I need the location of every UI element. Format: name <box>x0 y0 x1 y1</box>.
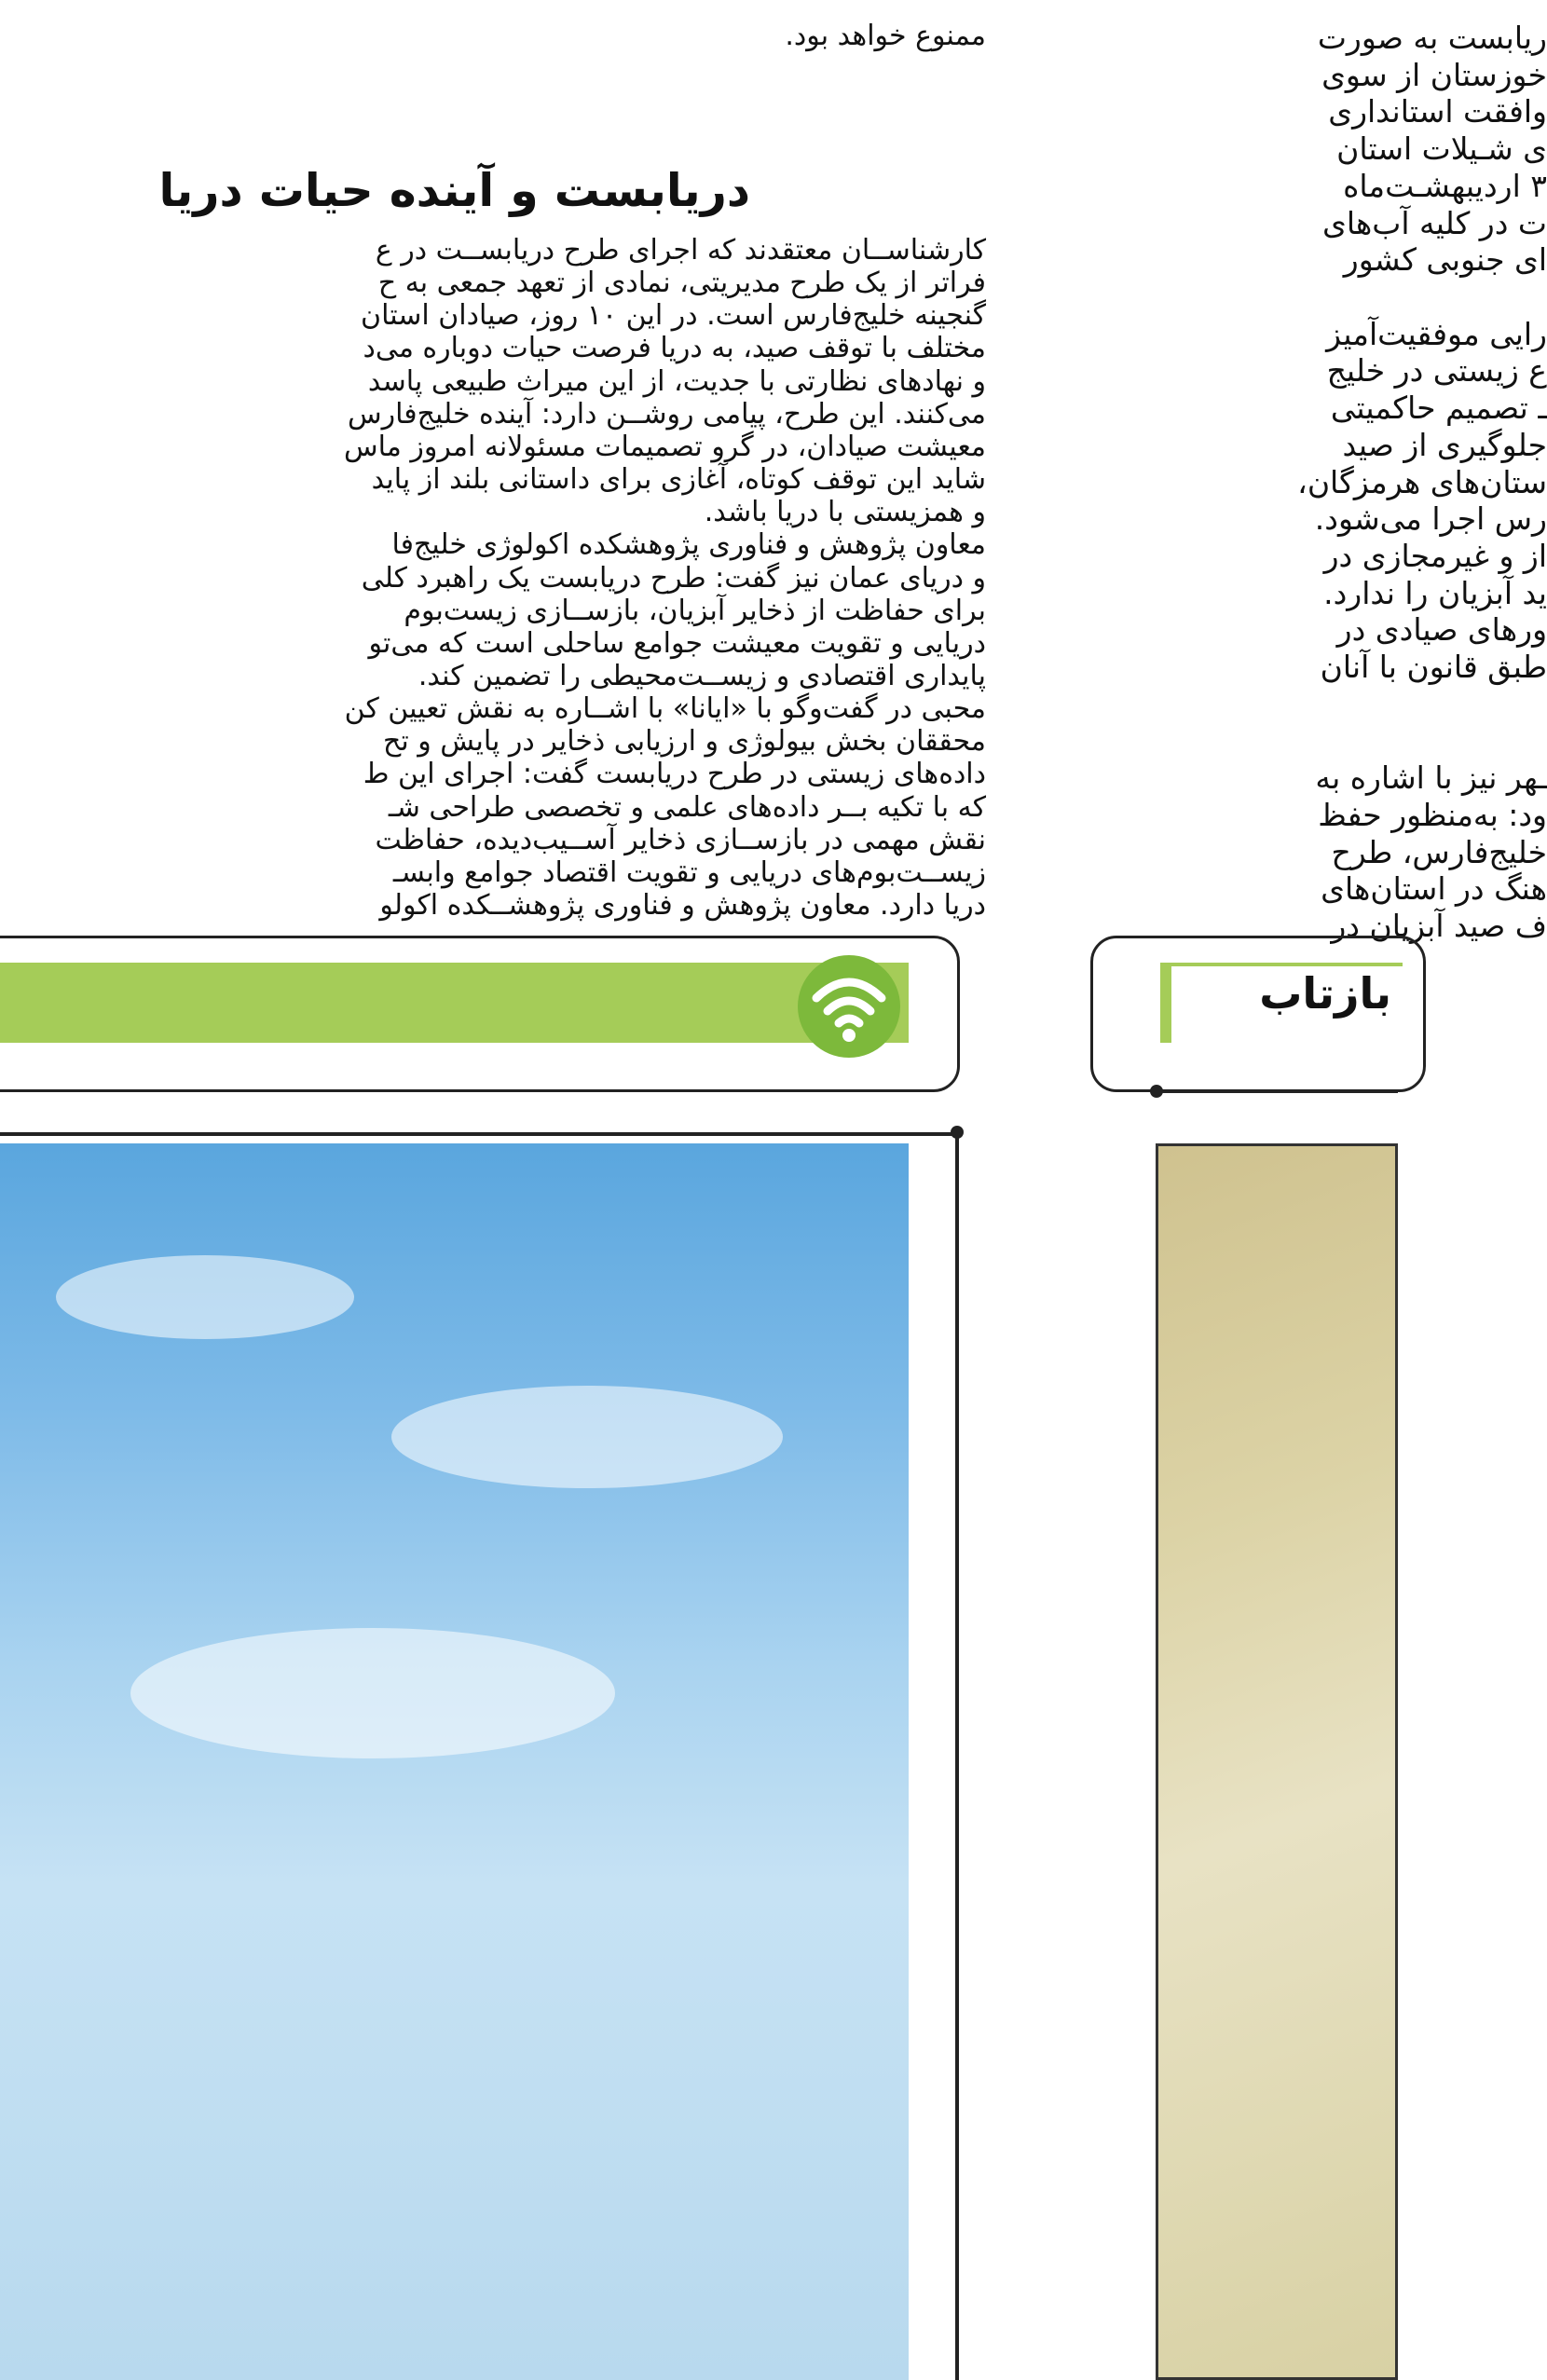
text-line: که با تکیه بــر داده‌های علمی و تخصصی طراحی شـ <box>388 790 986 824</box>
divider <box>1156 1089 1398 1093</box>
text-line: خلیج‌فارس، طرح <box>1331 833 1547 870</box>
text-line: ی شـیلات استان <box>1336 130 1547 168</box>
article-heading: دریابست و آینده حیات دریا <box>158 164 750 217</box>
text-line: پایداری اقتصادی و زیســت‌محیطی را تضمین کند. <box>418 659 986 692</box>
text-line: ود: به‌منظور حفظ <box>1318 796 1547 833</box>
section-label-tab <box>1160 963 1403 1043</box>
text-line: طبق قانون با آنان <box>1320 649 1547 686</box>
text-line: ف صید آبزیان در <box>1331 908 1547 944</box>
text-line: رس اجرا می‌شود. <box>1314 500 1547 538</box>
text-line: معیشت صیادان، در گرو تصمیمات مسئولانه امروز ماس <box>344 430 986 463</box>
text-line: ع زیستی در خلیج <box>1326 352 1547 390</box>
wifi-badge <box>798 955 900 1058</box>
text-line: زیســت‌بوم‌های دریایی و تقویت اقتصاد جوامع وابسـ <box>392 855 986 889</box>
text-line: ـهر نیز با اشاره به <box>1315 759 1547 797</box>
cloud <box>391 1386 783 1488</box>
text-line: مختلف با توقف صید، به دریا فرصت حیات دوباره می‌د <box>363 332 986 365</box>
text-line: برای حفاظت از ذخایر آبزیان، بازســازی زیست‌بوم <box>404 594 986 627</box>
wifi-icon <box>798 955 900 1058</box>
text-line: نقش مهمی در بازســازی ذخایر آســیب‌دیده، حفاظت <box>375 823 986 856</box>
text-line: دریا دارد. معاون پژوهش و فناوری پژوهشــکده اکولو <box>379 889 986 922</box>
text-line: ورهای صیادی در <box>1336 611 1547 649</box>
text-line: ـ تصمیم حاکمیتی <box>1330 390 1547 427</box>
text-line: فراتر از یک طرح مدیریتی، نمادی از تعهد جمعی به ح <box>377 267 986 300</box>
article-right-column <box>1081 0 1547 944</box>
text-line: محققان بخش بیولوژی و ارزیابی ذخایر در پایش و تح <box>383 725 986 759</box>
text-line: از و غیرمجازی در <box>1323 537 1547 574</box>
text-line: و نهادهای نظارتی با جدیت، از این میراث طبیعی پاسد <box>367 364 986 398</box>
text-line: وافقت استانداری <box>1328 93 1547 130</box>
text-line: ریابست به صورت <box>1317 20 1547 56</box>
text-line: گنجینه خلیج‌فارس است. در این ۱۰ روز، صیادان استان <box>361 299 986 333</box>
article-main-column-lower <box>0 0 1002 932</box>
landscape-photo <box>1156 1143 1398 2380</box>
text-line: هنگ در استان‌های <box>1321 870 1547 908</box>
text-line: ت در کلیه آب‌های <box>1322 204 1547 241</box>
text-line: دریایی و تقویت معیشت جوامع ساحلی است که می‌تو <box>368 626 986 660</box>
text-line: جلوگیری از صید <box>1342 426 1547 463</box>
text-line: ممنوع خواهد بود. <box>785 20 986 52</box>
sky-photo <box>0 1143 909 2380</box>
text-line: رایی موفقیت‌آمیز <box>1326 315 1547 352</box>
section-label: بازتاب <box>1259 968 1391 1019</box>
text-line: و دریای عمان نیز گفت: طرح دریابست یک راهبرد کلی <box>361 561 986 595</box>
text-line: شاید این توقف کوتاه، آغازی برای داستانی بلند از پاید <box>371 463 986 497</box>
text-line: داده‌های زیستی در طرح دریابست گفت: اجرای این ط <box>363 758 986 791</box>
feature-box-header-bar <box>0 963 909 1043</box>
vertical-divider <box>955 1132 959 2380</box>
divider <box>0 1132 960 1136</box>
text-line: ای جنوبی کشور <box>1343 241 1547 279</box>
text-line: کارشناســان معتقدند که اجرای طرح دریابســت در ع <box>375 234 986 267</box>
text-line: ید آبزیان را ندارد. <box>1323 574 1547 611</box>
text-line: و همزیستی با دریا باشد. <box>704 496 986 529</box>
text-line: خوزستان از سوی <box>1321 56 1547 93</box>
text-line: می‌کنند. این طرح، پیامی روشــن دارد: آینده خلیج‌فارس <box>348 397 986 431</box>
text-line: معاون پژوهش و فناوری پژوهشکده اکولوژی خلیج‌فا <box>391 528 986 562</box>
rule-dot <box>1150 1085 1163 1098</box>
cloud <box>56 1255 354 1339</box>
text-line: ۳ اردیبهشـت‌ماه <box>1343 167 1547 204</box>
text-line: ستان‌های هرمزگان، <box>1297 463 1547 500</box>
text-line: محبی در گفت‌وگو با «ایانا» با اشــاره به نقش تعیین کن <box>344 692 986 726</box>
cloud <box>130 1628 615 1758</box>
